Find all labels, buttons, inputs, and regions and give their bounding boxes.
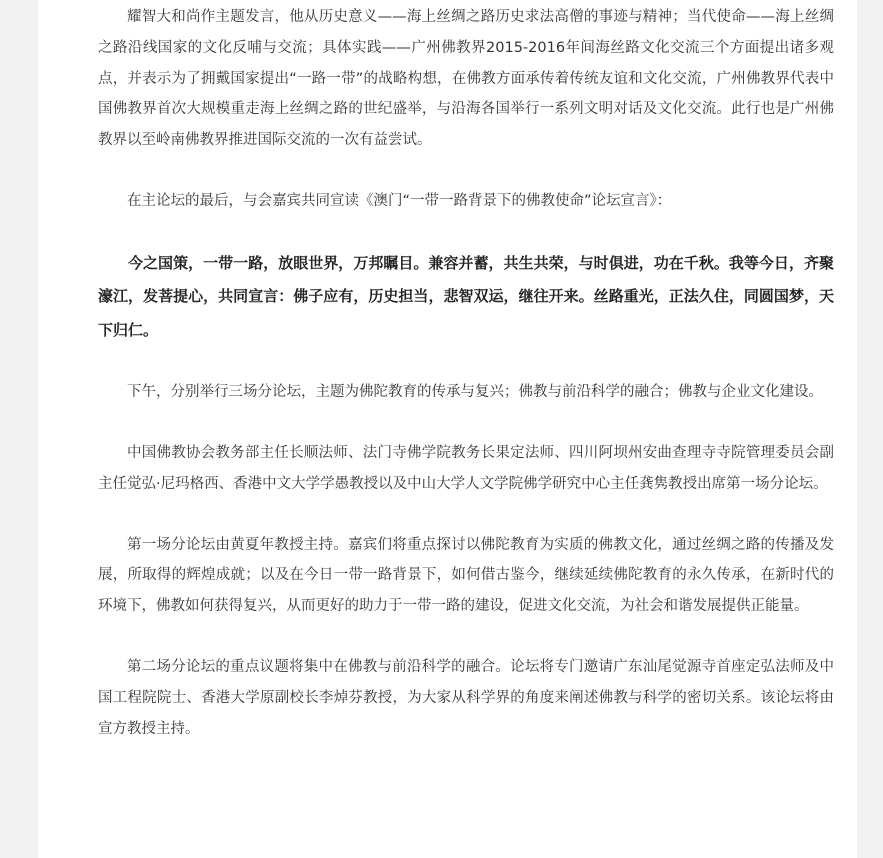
paragraph-declaration-intro: 在主论坛的最后，与会嘉宾共同宣读《澳门“一带一路背景下的佛教使命”论坛宣言》： [127, 192, 672, 209]
paragraph-first-forum-guests: 中国佛教协会教务部主任长顺法师、法门寺佛学院教务长果定法师、四川阿坝州安曲查理寺寺院管理委员会副主任觉弘·尼玛格西、香港中文大学学愚教授以及中山大学人文学院佛学研究中心主任龚隽教授出席第一场分论坛。 [98, 445, 834, 492]
paragraph-afternoon-forums: 下午，分别举行三场分论坛，主题为佛陀教育的传承与复兴；佛教与前沿科学的融合；佛教与企业文化建设。 [127, 384, 823, 401]
paragraph-first-forum-topic: 第一场分论坛由黄夏年教授主持。嘉宾们将重点探讨以佛陀教育为实质的佛教文化，通过丝绸之路的传播及发展，所取得的辉煌成就；以及在今日一带一路背景下，如何借古鉴今，继续延续佛陀教育的永久传承，在新时代的环境下，佛教如何获得复兴，从而更好的助力于一带一路的建设，促进文化交流，为社会和谐发展提供正能量。 [98, 536, 834, 615]
paragraph-keynote-speech: 耀智大和尚作主题发言，他从历史意义——海上丝绸之路历史求法高僧的事迹与精神；当代使命——海上丝绸之路沿线国家的文化反哺与交流；具体实践——广州佛教界2015-2016年间海丝路文化交流三个方面提出诸多观点，并表示为了拥戴国家提出“一路一带”的战略构想，在佛教方面承传着传统友谊和文化交流，广州佛教界代表中国佛教界首次大规模重走海上丝绸之路的世纪盛举，与沿海各国举行一系列文明对话及文化交流。此行也是广州佛教界以至岭南佛教界推进国际交流的一次有益尝试。 [98, 9, 834, 149]
paragraph-declaration-text: 今之国策，一带一路，放眼世界，万邦瞩目。兼容并蓄，共生共荣，与时俱进，功在千秋。我等今日，齐聚濠江，发菩提心，共同宣言：佛子应有，历史担当，悲智双运，继往开来。丝路重光，正法久住，同圆国梦，天下归仁。 [98, 253, 834, 339]
paragraph-second-forum-topic: 第二场分论坛的重点议题将集中在佛教与前沿科学的融合。论坛将专门邀请广东汕尾觉源寺首座定弘法师及中国工程院院士、香港大学原副校长李焯芬教授，为大家从科学界的角度来阐述佛教与科学的密切关系。该论坛将由宣方教授主持。 [98, 659, 834, 737]
article-page [38, 0, 857, 858]
article-body [98, 2, 834, 744]
